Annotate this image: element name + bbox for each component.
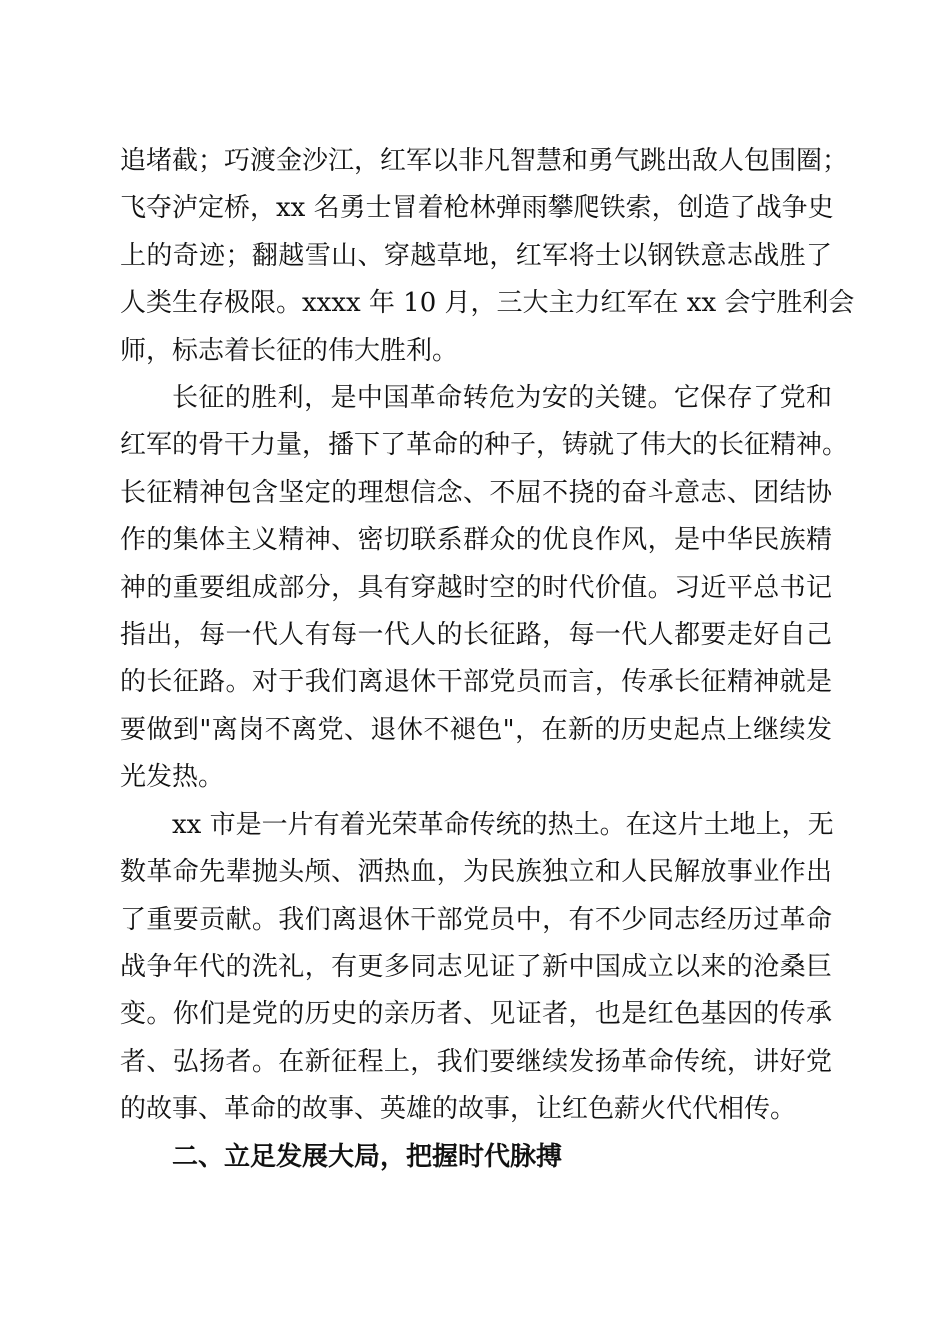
text-line: 光发热。 — [120, 762, 225, 793]
text-line: 战争年代的洗礼，有更多同志见证了新中国成立以来的沧桑巨 — [120, 951, 832, 982]
paragraph-long-march-victory — [120, 375, 849, 802]
text-line: 飞夺泸定桥，xx 名勇士冒着枪林弹雨攀爬铁索，创造了战争史 — [120, 193, 834, 224]
section-heading — [120, 1134, 832, 1181]
text-line: 了重要贡献。我们离退休干部党员中，有不少同志经历过革命 — [120, 904, 832, 935]
document-body — [120, 138, 855, 1181]
text-line: 长征的胜利，是中国革命转危为安的关键。它保存了党和 — [172, 383, 832, 414]
text-line: 指出，每一代人有每一代人的长征路，每一代人都要走好自己 — [120, 620, 832, 651]
text-line: 数革命先辈抛头颅、洒热血，为民族独立和人民解放事业作出 — [120, 857, 832, 888]
text-line: xx 市是一片有着光荣革命传统的热土。在这片土地上，无 — [172, 809, 834, 840]
text-line: 者、弘扬者。在新征程上，我们要继续发扬革命传统，讲好党 — [120, 1046, 832, 1077]
text-line: 上的奇迹；翻越雪山、穿越草地，红军将士以钢铁意志战胜了 — [120, 240, 832, 271]
text-line: 人类生存极限。xxxx 年 10 月，三大主力红军在 xx 会宁胜利会 — [120, 288, 855, 319]
paragraph-continuation — [120, 138, 855, 375]
text-line: 的故事、革命的故事、英雄的故事，让红色薪火代代相传。 — [120, 1094, 797, 1125]
text-line: 长征精神包含坚定的理想信念、不屈不挠的奋斗意志、团结协 — [120, 477, 832, 508]
text-line: 红军的骨干力量，播下了革命的种子，铸就了伟大的长征精神。 — [120, 430, 849, 461]
paragraph-revolutionary-tradition — [120, 802, 832, 1134]
text-line: 师，标志着长征的伟大胜利。 — [120, 335, 459, 366]
text-line: 神的重要组成部分，具有穿越时空的时代价值。习近平总书记 — [120, 572, 832, 603]
text-line: 要做到"离岗不离党、退休不褪色"，在新的历史起点上继续发 — [120, 714, 832, 745]
text-line: 变。你们是党的历史的亲历者、见证者，也是红色基因的传承 — [120, 999, 832, 1030]
text-line: 作的集体主义精神、密切联系群众的优良作风，是中华民族精 — [120, 525, 832, 556]
text-line: 的长征路。对于我们离退休干部党员而言，传承长征精神就是 — [120, 667, 832, 698]
text-line: 追堵截；巧渡金沙江，红军以非凡智慧和勇气跳出敌人包围圈； — [120, 146, 849, 176]
heading-text: 二、立足发展大局，把握时代脉搏 — [172, 1141, 563, 1172]
